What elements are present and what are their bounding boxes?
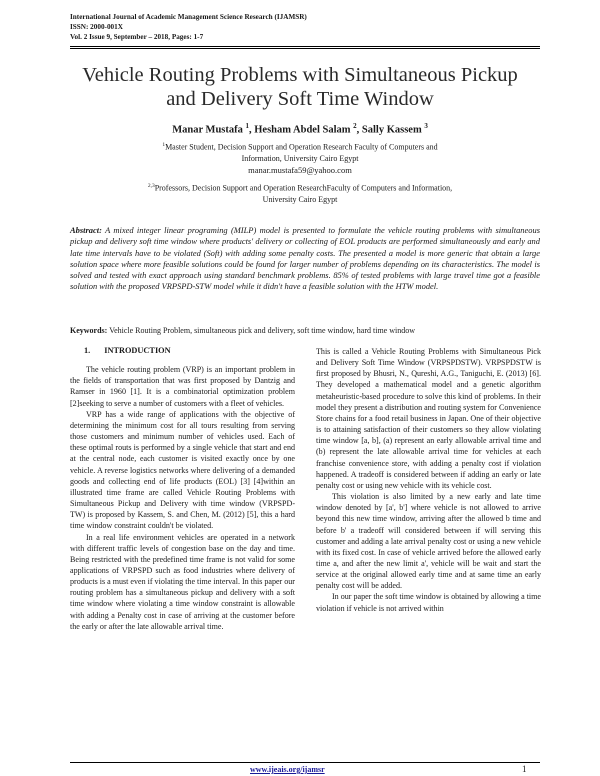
- abstract-text: A mixed integer linear programing (MILP) model is presented to formulate the vehicle routing problems with simultaneous pickup and delivery soft time window where products' delivery or collecting of EOL products are performed simultaneously and early and late time intervals have to be violated (Soft) with adding some penalty costs. The presented a model is more generic that obtain a large solution space where more feasible solutions could be found for larger number of problems depending on its characteristics. The model is solved and tested with exact approach using standard benchmark problems. 85% of tested problems with large travel time got a feasible solution with the proposed VRPSPD-STW model while it didn't have a feasible solution with the HTW model.: [70, 225, 540, 292]
- author-name: Manar Mustafa: [172, 124, 243, 136]
- right-column: [316, 346, 541, 614]
- header-rule: [70, 46, 540, 47]
- author-list: [60, 122, 540, 136]
- keywords: [70, 326, 540, 335]
- author-separator: ,: [356, 124, 362, 136]
- author-email: manar.mustafa59@yahoo.com: [248, 164, 352, 175]
- paper-title: [60, 63, 540, 111]
- keywords-label: Keywords:: [70, 326, 108, 335]
- journal-issue: Vol. 2 Issue 9, September – 2018, Pages: 1-7: [70, 33, 204, 41]
- author-name: Hesham Abdel Salam: [254, 124, 351, 136]
- affiliation-2: [90, 181, 510, 206]
- title-line-2: and Delivery Soft Time Window: [166, 88, 434, 110]
- affiliation-line: Information, University Cairo Egypt: [241, 154, 359, 164]
- section-number: 1.: [84, 346, 91, 355]
- abstract-label: Abstract:: [70, 225, 102, 235]
- body-paragraph: In our paper the soft time window is obtained by allowing a time violation if vehicle is not arrived within: [316, 592, 541, 613]
- author-affiliation-mark: 1: [245, 122, 249, 130]
- left-column: [70, 345, 295, 632]
- author-separator: ,: [249, 124, 255, 136]
- journal-issn: ISSN: 2000-001X: [70, 23, 123, 31]
- body-paragraph: This is called a Vehicle Routing Problems with Simultaneous Pick and Delivery Soft Time Window (VRPSPDSTW). VRPSPDSTW is first proposed by Bhusri, N., Qureshi, A.G., Taniguchi, E. (2013) [6]. They developed a mathematical model and a genetic algorithm metaheuristic-based procedure to solve this kind of problems. In their model they present a distribution and routing system for Convenience Store chains for a food retail business in Japan. One of their objective is to attaining satisfaction of their customers so they allow violating time window [a, b], (a) represent an early allowable arrival time and (b) represent the late allowable arrival time for vehicles at each franchise convenience store, with adding a penalty cost if violation happened. A tradeoff is considered between if adding an early or late penalty cost or using new vehicle with its vehicle cost.: [316, 347, 541, 490]
- section-heading: [70, 345, 295, 356]
- journal-header: [70, 12, 540, 42]
- affiliation-line: Professors, Decision Support and Operation ResearchFaculty of Computers and Information,: [154, 183, 453, 193]
- journal-name: International Journal of Academic Management Science Research (IJAMSR): [70, 13, 307, 21]
- affiliation-mark: 1: [162, 142, 166, 148]
- affiliation-1: [90, 140, 510, 176]
- body-paragraph: The vehicle routing problem (VRP) is an important problem in the fields of transportation that was first proposed by Dantzig and Ramser in 1960 [1]. It is a combinatorial optimization problem [2]seeking to serve a number of customers with a fleet of vehicles.: [70, 365, 295, 408]
- body-paragraph: This violation is also limited by a new early and late time window denoted by [a', b'] where vehicle is not allowed to arrive beyond this new time window, arriving after the allowed b time and before b' a tradeoff will considered between if will serving this customer and adding a late arrival penalty cost or using a new vehicle with its fixed cost. In case of vehicle arrived before the allowed early time a, and after the new limit a', vehicle will be wait and start the service at the original allowed early time and at same time an early penalty cost will be added.: [316, 492, 541, 591]
- body-paragraph: VRP has a wide range of applications with the objective of determining the minimum cost for all tours resulting from serving those customers and minimum number of vehicles used. Each of these optimal routs is performed by a single vehicle that start and end at the central node, each customer is visited exactly once by one vehicle. A reverse logistics networks where delivering of a demanded goods and collecting end of life products (EOL) [3] [4]within an illustrated time frame are called Vehicle Routing Problems with Simultaneous Pickup and Delivery with time window (VRPSPD-TW) is proposed by Kassem, S. and Chen, M. (2012) [5], this a hard time window constraint couldn't be violated.: [70, 409, 295, 531]
- journal-website-link[interactable]: www.ijeais.org/ijamsr: [250, 765, 325, 774]
- header-rule-secondary: [70, 48, 540, 49]
- author-affiliation-mark: 3: [424, 122, 428, 130]
- footer-rule: [70, 762, 540, 763]
- affiliation-line: University Cairo Egypt: [262, 195, 338, 205]
- author-affiliation-mark: 2: [353, 122, 357, 130]
- title-line-1: Vehicle Routing Problems with Simultaneous Pickup: [82, 64, 518, 86]
- affiliation-line: Master Student, Decision Support and Operation Research Faculty of Computers and: [165, 142, 438, 152]
- section-title: INTRODUCTION: [104, 346, 171, 355]
- abstract: [70, 225, 540, 293]
- affiliation-mark: 2,3: [147, 183, 155, 189]
- body-paragraph: In a real life environment vehicles are operated in a network with different traffic levels of congestion base on the day and time. Being restricted with the predefined time frame is not valid for some applications of VRPSPD such as food industries where delivery of products is a must even if violating the time interval. In this paper our routing problem has a simultaneous pickup and delivery with a soft time window where violating a time window constraint is allowable with adding a Penalty cost in case of arriving at the customer before the early or after the late allowable arrival time.: [70, 532, 295, 631]
- author-name: Sally Kassem: [361, 124, 422, 136]
- page-number: 1: [522, 764, 527, 774]
- keywords-text: Vehicle Routing Problem, simultaneous pick and delivery, soft time window, hard time window: [109, 326, 415, 335]
